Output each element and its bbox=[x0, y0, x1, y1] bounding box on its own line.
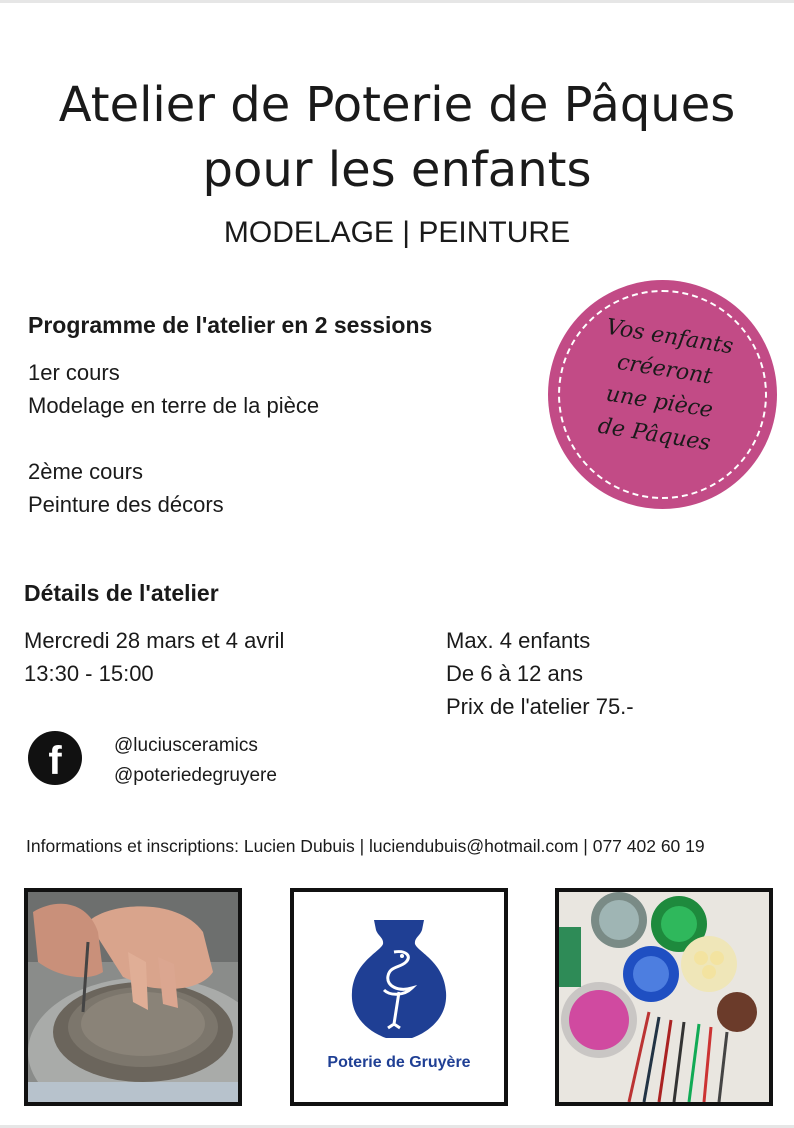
page-title-line2: pour les enfants bbox=[202, 142, 592, 198]
badge-line: de Pâques bbox=[596, 413, 713, 457]
badge-line: Vos enfants bbox=[604, 314, 735, 360]
social-handle-1[interactable]: @luciusceramics bbox=[114, 735, 258, 756]
programme-heading: Programme de l'atelier en 2 sessions bbox=[28, 312, 433, 338]
badge-line: une pièce bbox=[604, 381, 715, 424]
paint-bowls-photo bbox=[555, 888, 773, 1106]
details-heading: Détails de l'atelier bbox=[24, 580, 219, 606]
pottery-wheel-photo bbox=[24, 888, 242, 1106]
top-border bbox=[0, 0, 794, 3]
session1-title: 1er cours bbox=[28, 360, 120, 385]
details-dates: Mercredi 28 mars et 4 avril bbox=[24, 628, 285, 653]
page-title-line1: Atelier de Poterie de Pâques bbox=[58, 77, 736, 133]
session2-title: 2ème cours bbox=[28, 459, 143, 484]
details-max: Max. 4 enfants bbox=[446, 628, 591, 653]
page-subtitle: MODELAGE | PEINTURE bbox=[223, 216, 571, 249]
badge-line: créeront bbox=[615, 349, 714, 390]
contact-info: Informations et inscriptions: Lucien Dubuis | luciendubuis@hotmail.com | 077 402 60 19 bbox=[26, 836, 705, 856]
logo-name: Poterie de Gruyère bbox=[327, 1054, 471, 1071]
session2-desc: Peinture des décors bbox=[28, 492, 224, 517]
facebook-icon[interactable]: f bbox=[28, 731, 82, 785]
vase-logo-icon bbox=[294, 892, 504, 1052]
paint-bowls-illustration bbox=[559, 892, 769, 1102]
session1-desc: Modelage en terre de la pièce bbox=[28, 393, 320, 418]
details-age: De 6 à 12 ans bbox=[446, 661, 583, 686]
social-handle-2[interactable]: @poteriedegruyere bbox=[114, 765, 277, 786]
details-time: 13:30 - 15:00 bbox=[24, 661, 154, 686]
poterie-logo-frame bbox=[290, 888, 508, 1106]
promo-badge bbox=[548, 280, 777, 509]
details-price: Prix de l'atelier 75.- bbox=[446, 694, 634, 719]
pottery-wheel-illustration bbox=[28, 892, 238, 1102]
